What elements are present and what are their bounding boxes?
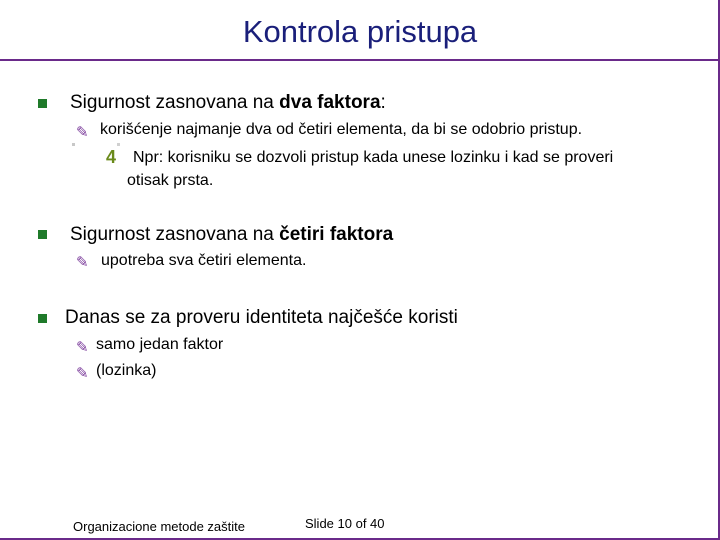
bullet-3-sub-1: samo jedan faktor — [96, 336, 224, 353]
pen-icon: ✎ — [76, 365, 89, 382]
footer-slide-number: Slide 10 of 40 — [305, 516, 385, 531]
bullet-2-sub: upotreba sva četiri elementa. — [101, 252, 307, 269]
page-title: Kontrola pristupa — [242, 14, 478, 49]
bullet-2-text: Sigurnost zasnovana na — [70, 224, 280, 245]
bullet-3-sub-2: (lozinka) — [96, 362, 157, 379]
dot-mark — [72, 143, 75, 146]
pen-icon: ✎ — [76, 124, 89, 141]
square-bullet-icon — [38, 314, 47, 323]
bullet-1-sub: korišćenje najmanje dva od četiri elementa, da bi se odobrio pristup. — [100, 121, 583, 138]
check-icon: 4 — [106, 147, 117, 167]
bullet-2 — [70, 224, 393, 246]
title-divider — [0, 59, 720, 61]
bullet-1 — [70, 92, 386, 114]
footer-course-title: Organizacione metode zaštite — [73, 519, 245, 534]
dot-mark — [117, 143, 120, 146]
pen-icon: ✎ — [76, 254, 89, 271]
bullet-1-subsub — [127, 146, 697, 192]
bullet-1-post: : — [380, 92, 386, 113]
bullet-1-text: Sigurnost zasnovana na — [70, 92, 280, 113]
bullet-1-subsub-line1: Npr: korisniku se dozvoli pristup kada unese lozinku i kad se proveri — [133, 149, 614, 166]
bullet-2-bold: četiri faktora — [279, 224, 394, 245]
bullet-1-subsub-line2: otisak prsta. — [127, 172, 214, 189]
square-bullet-icon — [38, 99, 47, 108]
bullet-3: Danas se za proveru identiteta najčešće koristi — [65, 307, 458, 328]
pen-icon: ✎ — [76, 339, 89, 356]
square-bullet-icon — [38, 230, 47, 239]
bullet-1-bold: dva faktora — [279, 92, 381, 113]
